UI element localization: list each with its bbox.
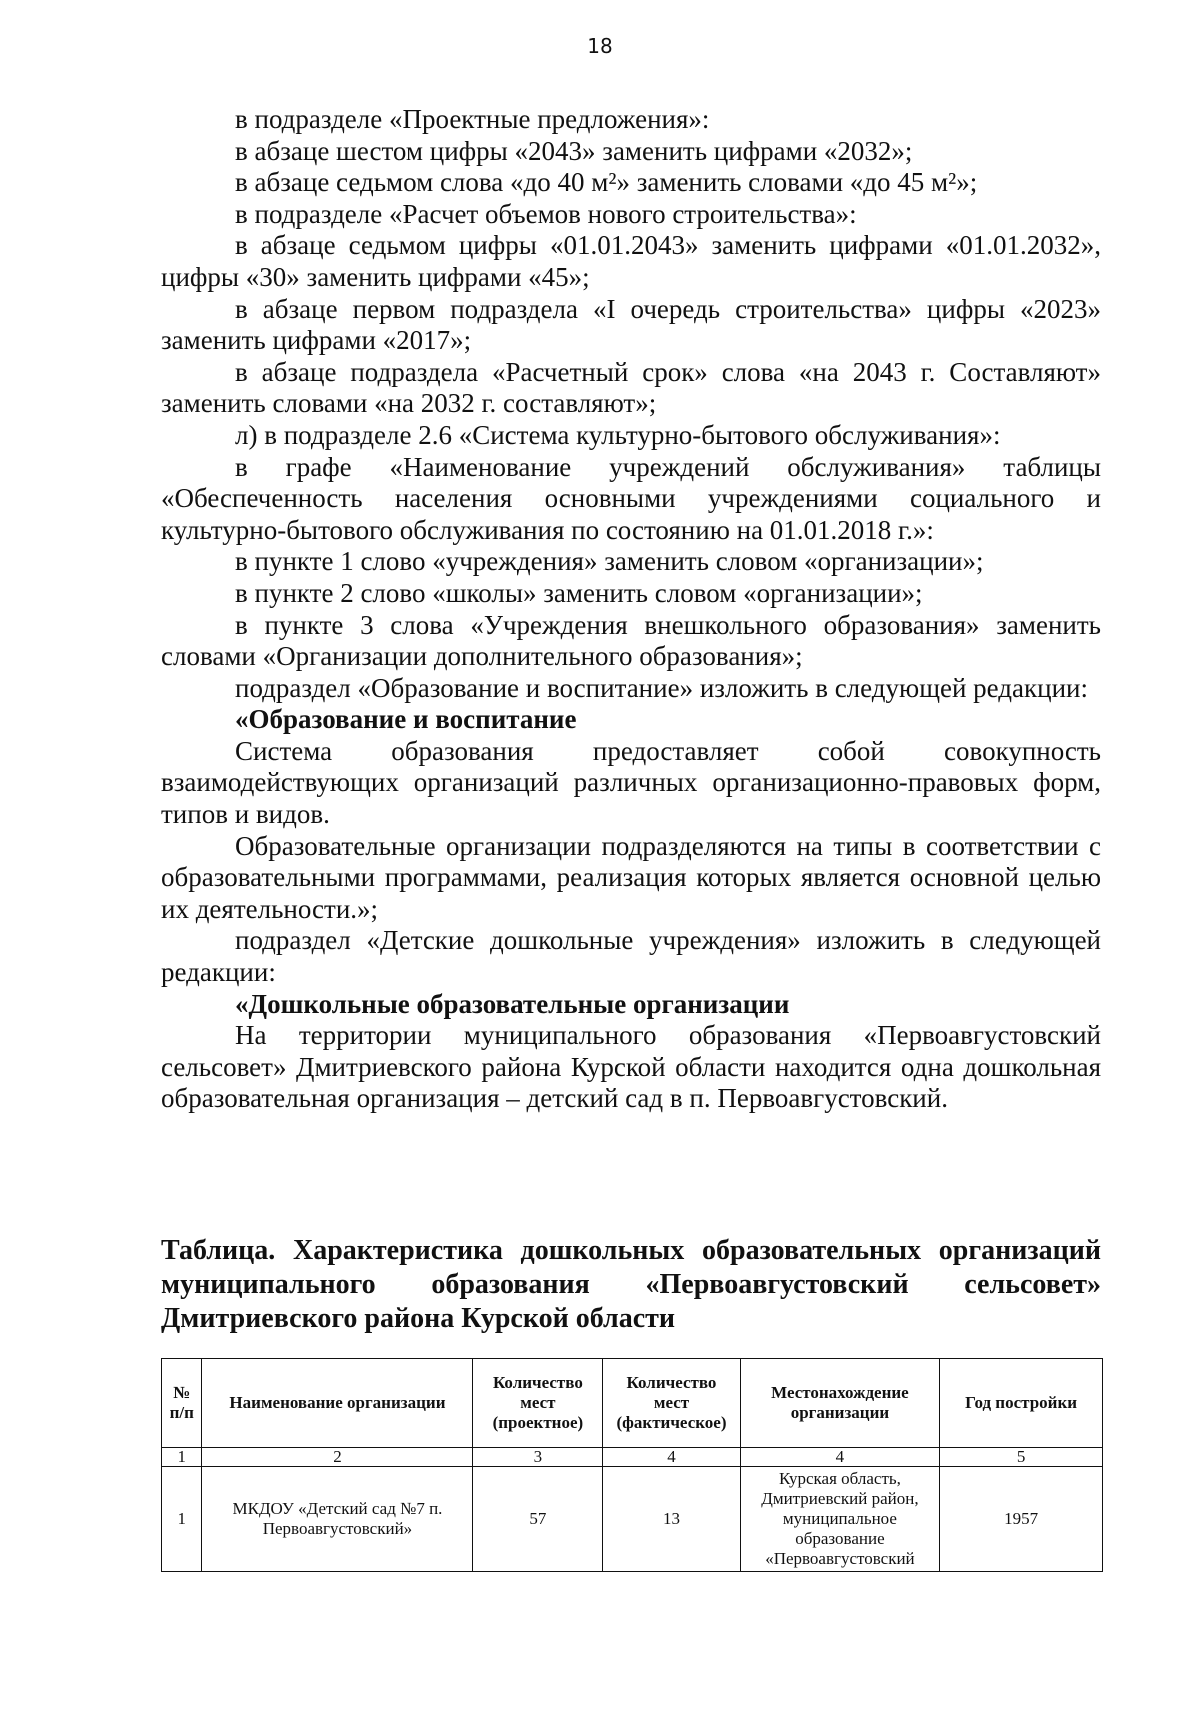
section-heading: «Образование и воспитание <box>235 704 577 735</box>
paragraph: На территории муниципального образования «Первоавгустовский сельсовет» Дмитриевского района Курской области находится одна дошкольная образовательная организация – детский сад в п. Первоавгустовский. <box>161 1020 1101 1114</box>
header-capacity-actual: Количество мест (фактическое) <box>603 1359 740 1448</box>
paragraph: в абзаце седьмом слова «до 40 м²» заменить словами «до 45 м²»; <box>235 167 978 198</box>
table-header-row <box>162 1359 1103 1448</box>
paragraph: подраздел «Образование и воспитание» изложить в следующей редакции: <box>235 672 1088 703</box>
column-number-row <box>162 1448 1103 1467</box>
cell-number: 1 <box>162 1467 202 1572</box>
header-capacity-design: Количество мест (проектное) <box>473 1359 603 1448</box>
table-row <box>162 1467 1103 1572</box>
column-number: 4 <box>740 1448 939 1467</box>
paragraph: л) в подразделе 2.6 «Система культурно-бытового обслуживания»: <box>235 419 1001 450</box>
paragraph: в графе «Наименование учреждений обслуживания» таблицы «Обеспеченность населения основными учреждениями социального и культурно-бытового обслуживания по состоянию на 01.01.2018 г.»: <box>161 451 1101 545</box>
paragraph: в пункте 2 слово «школы» заменить словом «организации»; <box>235 577 923 608</box>
paragraph: Образовательные организации подразделяются на типы в соответствии с образовательными программами, реализация которых является основной целью их деятельности.»; <box>161 830 1101 924</box>
paragraph: в подразделе «Расчет объемов нового строительства»: <box>235 198 857 229</box>
column-number: 5 <box>940 1448 1103 1467</box>
paragraph: Система образования предоставляет собой совокупность взаимодействующих организаций различных организационно-правовых форм, типов и видов. <box>161 735 1101 830</box>
column-number: 2 <box>202 1448 473 1467</box>
column-number: 3 <box>473 1448 603 1467</box>
header-location: Местонахождение организации <box>740 1359 939 1448</box>
organizations-table <box>161 1358 1103 1572</box>
paragraph: в абзаце первом подраздела «I очередь строительства» цифры «2023» заменить цифрами «2017»; <box>161 293 1101 356</box>
page-number: 18 <box>587 34 613 58</box>
column-number: 1 <box>162 1448 202 1467</box>
header-number: № п/п <box>162 1359 202 1448</box>
paragraph: в абзаце шестом цифры «2043» заменить цифрами «2032»; <box>235 135 913 166</box>
cell-capacity-design: 57 <box>473 1467 603 1572</box>
paragraph: в пункте 3 слова «Учреждения внешкольного образования» заменить словами «Организации дополнительного образования»; <box>161 609 1101 672</box>
document-body <box>161 104 1101 1115</box>
paragraph: в абзаце седьмом цифры «01.01.2043» заменить цифрами «01.01.2032», цифры «30» заменить цифрами «45»; <box>161 230 1101 292</box>
paragraph: подраздел «Детские дошкольные учреждения» изложить в следующей редакции: <box>161 925 1101 988</box>
header-year: Год постройки <box>940 1359 1103 1448</box>
cell-name: МКДОУ «Детский сад №7 п. Первоавгустовский» <box>202 1467 473 1572</box>
column-number: 4 <box>603 1448 740 1467</box>
paragraph: в абзаце подраздела «Расчетный срок» слова «на 2043 г. Составляют» заменить словами «на 2032 г. составляют»; <box>161 356 1101 419</box>
table-title: Таблица. Характеристика дошкольных образовательных организаций муниципального образования «Первоавгустовский сельсовет» Дмитриевского района Курской области <box>161 1235 1101 1334</box>
paragraph: в подразделе «Проектные предложения»: <box>235 104 710 134</box>
cell-capacity-actual: 13 <box>603 1467 740 1572</box>
header-name: Наименование организации <box>202 1359 473 1448</box>
paragraph: в пункте 1 слово «учреждения» заменить словом «организации»; <box>235 546 984 577</box>
section-heading: «Дошкольные образовательные организации <box>235 988 790 1019</box>
cell-year: 1957 <box>940 1467 1103 1572</box>
cell-location: Курская область, Дмитриевский район, муниципальное образование «Первоавгустовский <box>740 1467 939 1572</box>
